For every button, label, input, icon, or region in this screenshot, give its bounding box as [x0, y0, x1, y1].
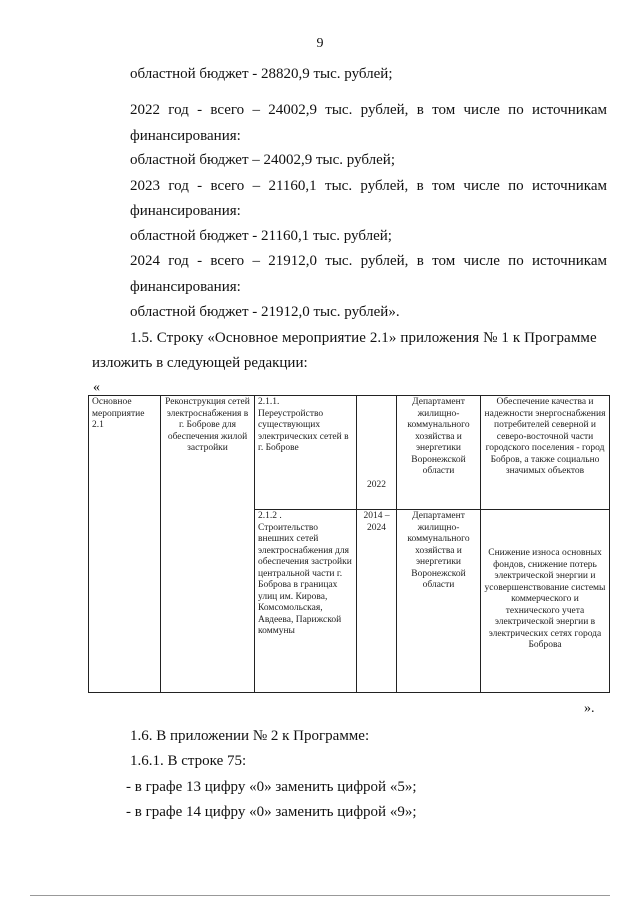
word: в	[416, 178, 424, 194]
financing-label-2024: финансирования:	[130, 279, 241, 295]
year-2023-line	[130, 178, 607, 195]
word: всего	[210, 178, 245, 194]
word: по	[508, 178, 524, 194]
word: по	[508, 102, 524, 118]
period-text-1: 2022	[367, 479, 386, 490]
word: источникам	[532, 178, 607, 194]
event-name-cell	[161, 396, 255, 693]
main-event-text: Основное мероприятие 2.1	[92, 397, 145, 430]
financing-label-2023: финансирования:	[130, 203, 241, 219]
word: 21160,1	[268, 178, 317, 194]
word: всего	[210, 102, 245, 118]
budget-line-total: областной бюджет - 28820,9 тыс. рублей;	[130, 66, 393, 82]
result-text-2: Снижение износа основных фондов, снижение потерь электрической энергии и усовершенствование системы коммерческого и технического учета электрической энергии в электрических сетях города Боброва	[484, 548, 606, 650]
word: -	[197, 178, 203, 194]
word: 24002,9	[268, 102, 317, 118]
word: в	[416, 253, 424, 269]
period-cell-1	[357, 396, 397, 510]
activity-text-1: 2.1.1. Переустройство существующих электрических сетей в г. Боброве	[258, 397, 349, 453]
executor-cell-2	[397, 510, 481, 693]
main-event-cell	[89, 396, 161, 693]
word: по	[508, 253, 524, 269]
section-1-6-1-heading: 1.6.1. В строке 75:	[130, 753, 247, 769]
word: рублей,	[360, 102, 409, 118]
word: рублей,	[360, 253, 409, 269]
section-1-5-heading: 1.5. Строку «Основное мероприятие 2.1» приложения № 1 к Программе	[130, 330, 597, 346]
replacement-column-13: - в графе 13 цифру «0» заменить цифрой «5»;	[126, 779, 417, 795]
word: –	[252, 178, 261, 194]
word: источникам	[532, 253, 607, 269]
word: рублей,	[360, 178, 409, 194]
word: источникам	[532, 102, 607, 118]
table-row	[89, 396, 610, 510]
word: -	[197, 102, 203, 118]
period-text-2: 2014 – 2024	[363, 511, 390, 533]
word: всего	[210, 253, 245, 269]
word: год	[168, 178, 189, 194]
word: год	[168, 253, 189, 269]
word: числе	[463, 178, 500, 194]
word: в	[416, 102, 424, 118]
page-bottom-rule	[30, 895, 610, 896]
word: год	[168, 102, 189, 118]
section-1-5-continuation: изложить в следующей редакции:	[92, 355, 308, 371]
result-cell-2	[481, 510, 610, 693]
budget-line-2023: областной бюджет - 21160,1 тыс. рублей;	[130, 228, 392, 244]
measures-table	[88, 395, 610, 693]
word: числе	[463, 102, 500, 118]
period-cell-2	[357, 510, 397, 693]
opening-quote: «	[93, 380, 100, 395]
closing-quote: ».	[584, 701, 595, 716]
budget-line-2024: областной бюджет - 21912,0 тыс. рублей».	[130, 304, 400, 320]
word: -	[197, 253, 203, 269]
word: том	[432, 178, 456, 194]
executor-text-2: Департамент жилищно-коммунального хозяйства и энергетики Воронежской области	[407, 511, 470, 590]
word: –	[252, 102, 260, 118]
word: –	[252, 253, 260, 269]
budget-line-2022: областной бюджет – 24002,9 тыс. рублей;	[130, 152, 395, 168]
executor-text-1: Департамент жилищно-коммунального хозяйства и энергетики Воронежской области	[407, 397, 470, 476]
page-number: 9	[316, 36, 324, 51]
year-2024-line	[130, 253, 607, 270]
activity-text-2: 2.1.2 . Строительство внешних сетей электроснабжения для обеспечения застройки центральной части г. Боброва в границах улиц им. Кирова, Комсомольская, Авдеева, Парижской коммуны	[258, 511, 352, 636]
word: 21912,0	[268, 253, 317, 269]
event-name-text: Реконструкция сетей электроснабжения в г. Боброве для обеспечения жилой застройки	[165, 397, 250, 453]
activity-cell-1	[255, 396, 357, 510]
year-2022-line	[130, 102, 607, 119]
activity-cell-2	[255, 510, 357, 693]
financing-label-2022: финансирования:	[130, 128, 241, 144]
executor-cell-1	[397, 396, 481, 510]
word: тыс.	[325, 178, 353, 194]
result-cell-1	[481, 396, 610, 510]
word: 2022	[130, 102, 160, 118]
word: том	[432, 102, 456, 118]
word: тыс.	[325, 102, 353, 118]
word: том	[432, 253, 456, 269]
result-text-1: Обеспечение качества и надежности энергоснабжения потребителей северной и северо-восточной части городского поселения - город Бобров, а также социально значимых объектов	[484, 397, 606, 476]
word: 2024	[130, 253, 160, 269]
word: тыс.	[325, 253, 353, 269]
replacement-column-14: - в графе 14 цифру «0» заменить цифрой «9»;	[126, 804, 417, 820]
word: числе	[463, 253, 500, 269]
word: 2023	[130, 178, 160, 194]
section-1-6-heading: 1.6. В приложении № 2 к Программе:	[130, 728, 370, 744]
